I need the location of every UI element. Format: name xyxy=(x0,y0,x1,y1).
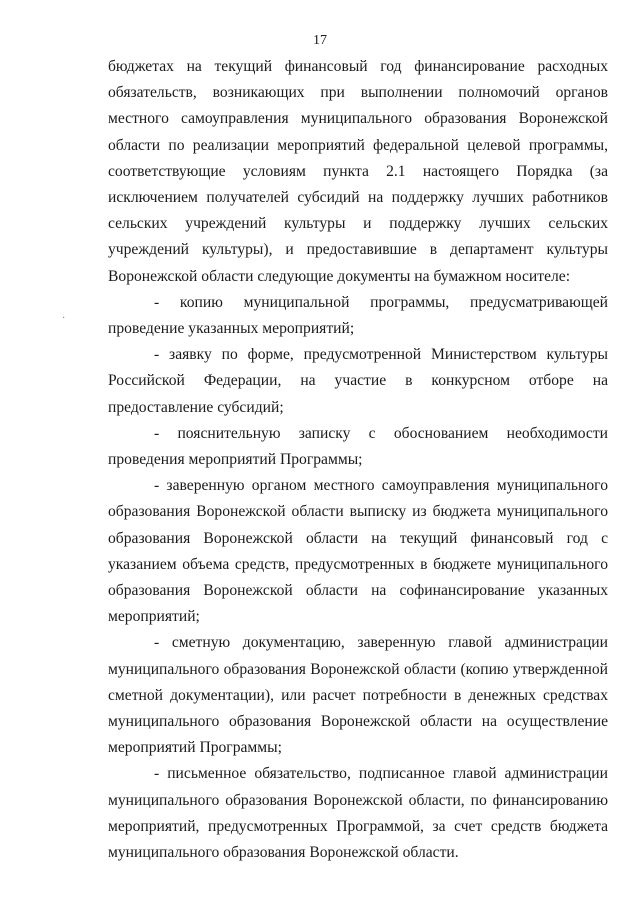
document-body xyxy=(108,54,608,866)
list-item-application: - заявку по форме, предусмотренной Министерством культуры Российской Федерации, на участие в конкурсном отборе на предоставление субсидий; xyxy=(108,346,608,416)
page-number: 17 xyxy=(313,33,327,48)
paragraph-continuation: бюджетах на текущий финансовый год финансирование расходных обязательств, возникающих при выполнении полномочий органов местного самоуправления муниципального образования Воронежской области по реализации мероприятий федеральной целевой программы, соответствующие условиям пункта 2.1 настоящего Порядка (за исключением получателей субсидий на поддержку лучших работников сельских учреждений культуры и поддержку лучших сельских учреждений культуры), и предоставившие в департамент культуры Воронежской области следующие документы на бумажном носителе: xyxy=(108,58,608,285)
list-item-written-obligation: - письменное обязательство, подписанное главой администрации муниципального образования Воронежской области, по финансированию мероприятий, предусмотренных Программой, за счет средств бюджета муниципального образования Воронежской области. xyxy=(108,765,608,862)
list-item-explanatory-note: - пояснительную записку с обоснованием необходимости проведения мероприятий Программы; xyxy=(108,424,608,469)
list-item-program-copy: - копию муниципальной программы, предусматривающей проведение указанных мероприятий; xyxy=(108,293,608,338)
list-item-budget-extract: - заверенную органом местного самоуправления муниципального образования Воронежской области выписку из бюджета муниципального образования Воронежской области на текущий финансовый год с указанием объема средств, предусмотренных в бюджете муниципального образования Воронежской области на софинансирование указанных мероприятий; xyxy=(108,477,608,626)
list-item-estimate-docs: - сметную документацию, заверенную главой администрации муниципального образования Воронежской области (копию утвержденной сметной документации), или расчет потребности в денежных средствах муниципального образования Воронежской области на осуществление мероприятий Программы; xyxy=(108,634,608,757)
margin-mark: · xyxy=(62,313,66,324)
